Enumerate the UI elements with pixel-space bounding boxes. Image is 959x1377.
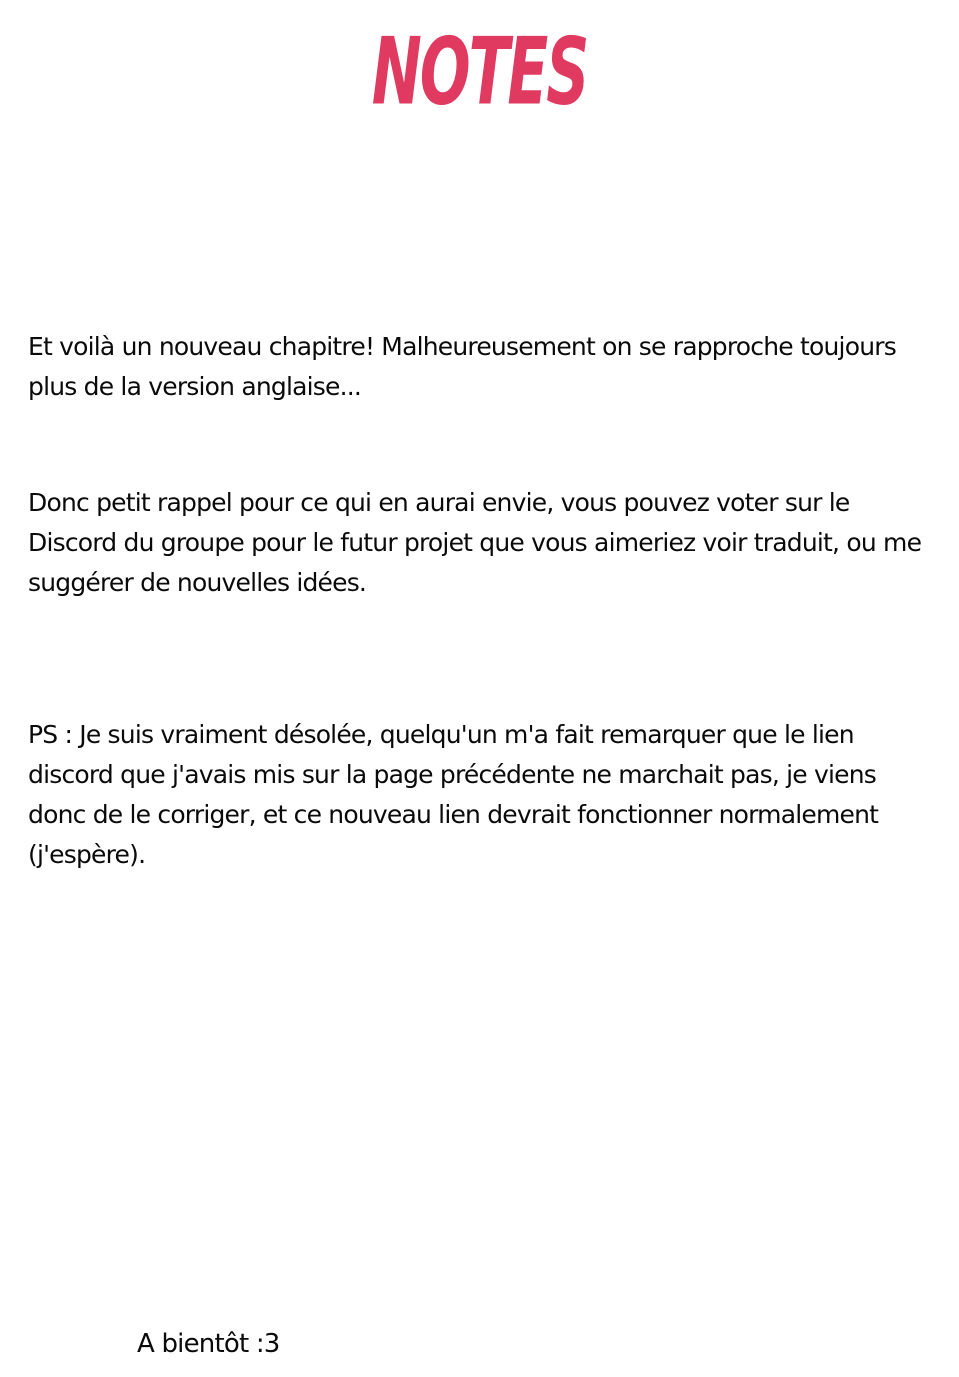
page-title: NOTES (371, 17, 588, 126)
page-title-container (0, 17, 959, 126)
paragraph-discord-vote: Donc petit rappel pour ce qui en aurai envie, vous pouvez voter sur le Discord du groupe pour le futur projet que vous aimeriez voir traduit, ou me suggérer de nouvelles idées. (28, 488, 922, 597)
paragraph-new-chapter: Et voilà un nouveau chapitre! Malheureusement on se rapproche toujours plus de la version anglaise... (28, 332, 896, 401)
paragraph-ps-link-fix: PS : Je suis vraiment désolée, quelqu'un m'a fait remarquer que le lien discord que j'avais mis sur la page précédente ne marchait pas, je viens donc de le corriger, et ce nouveau lien devrait fonctionner normalement (j'espère). (28, 720, 879, 869)
signoff-text: A bientôt :3 (137, 1329, 280, 1359)
